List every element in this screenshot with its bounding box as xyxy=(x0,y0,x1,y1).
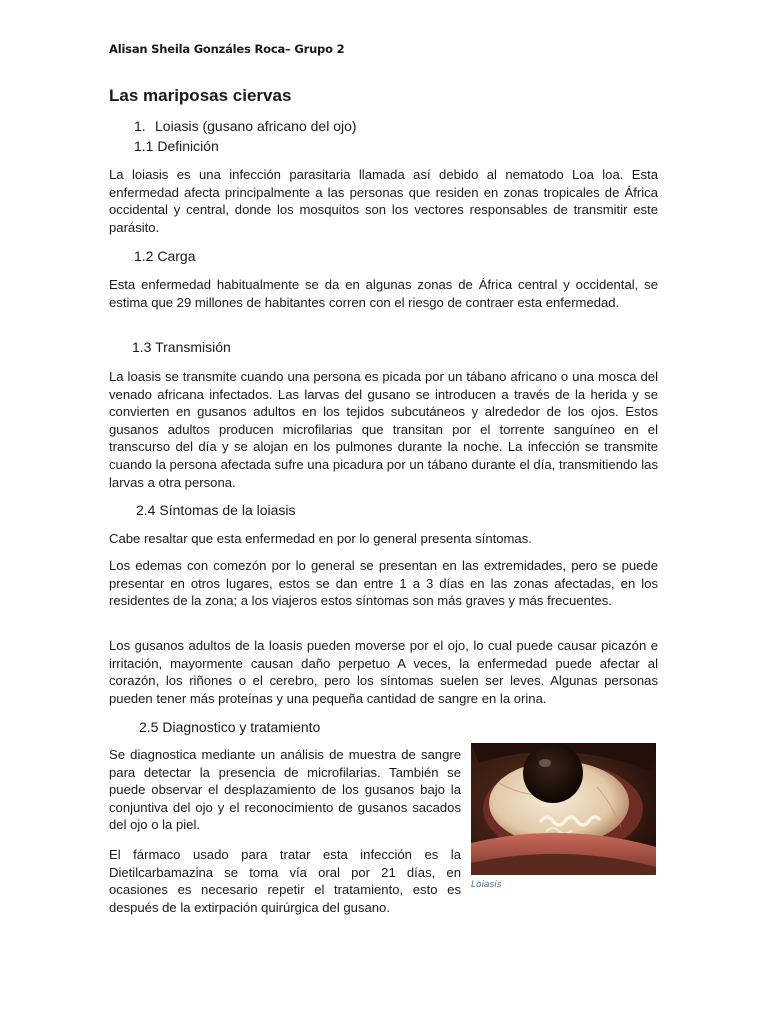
transmision-heading: 1.3 Transmisión xyxy=(132,339,231,355)
section-1-number: 1. xyxy=(134,118,146,134)
section-1-heading xyxy=(134,118,357,134)
definicion-heading: 1.1 Definición xyxy=(134,138,219,154)
carga-heading: 1.2 Carga xyxy=(134,248,196,264)
carga-paragraph: Esta enfermedad habitualmente se da en algunas zonas de África central y occidental, se estima que 29 millones de habitantes corren con el riesgo de contraer esta enfermedad. xyxy=(109,277,658,310)
diagnostico-paragraph-1: Se diagnostica mediante un análisis de muestra de sangre para detectar la presencia de microfilarias. También se puede observar el desplazamiento de los gusanos bajo la conjuntiva del ojo y el reconocimiento de gusanos sacados del ojo o la piel. xyxy=(109,747,461,833)
document-title: Las mariposas ciervas xyxy=(109,86,292,105)
diagnostico-paragraph-2: El fármaco usado para tratar esta infección es la Dietilcarbamazina se toma vía oral por 21 días, en ocasiones es necesario repetir el tratamiento, esto es después de la extirpación quirúrgica del gusano. xyxy=(109,847,461,915)
page-header: Alisan Sheila Gonzáles Roca– Grupo 2 xyxy=(109,42,345,56)
sintomas-paragraph-1: Cabe resaltar que esta enfermedad en por lo general presenta síntomas. xyxy=(109,531,532,546)
sintomas-paragraph-3: Los gusanos adultos de la loasis pueden moverse por el ojo, lo cual puede causar picazón e irritación, mayormente causan daño perpetuo A veces, la enfermedad puede afectar al corazón, los riñones o el cerebro, pero los síntomas suelen ser leves. Algunas personas pueden tener más proteínas y una pequeña cantidad de sangre en la orina. xyxy=(109,638,658,706)
sintomas-heading: 2.4 Síntomas de la loiasis xyxy=(136,502,296,518)
diagnostico-heading: 2.5 Diagnostico y tratamiento xyxy=(139,719,321,735)
transmision-paragraph: La loasis se transmite cuando una persona es picada por un tábano africano o una mosca del venado africana infectados. Las larvas del gusano se introducen a través de la herida y se convierten en gusanos adultos en los tejidos subcutáneos y alrededor de los ojos. Estos gusanos adultos producen microfilarias que transitan por el torrente sanguíneo en el transcurso del día y se alojan en los pulmones durante la noche. La infección se transmite cuando la persona afectada sufre una picadura por un tábano durante el día, transmitiendo las larvas a otra persona. xyxy=(109,369,658,490)
figure-caption: Loiasis xyxy=(471,880,502,890)
definicion-paragraph: La loiasis es una infección parasitaria llamada así debido al nematodo Loa loa. Esta enfermedad afecta principalmente a las personas que residen en zonas tropicales de África occidental y central, donde los mosquitos son los vectores responsables de transmitir este parásito. xyxy=(109,167,658,235)
sintomas-paragraph-2: Los edemas con comezón por lo general se presentan en las extremidades, pero se puede presentar en otros lugares, estos se dan entre 1 a 3 días en las zonas afectadas, en los residentes de la zona; a los viajeros estos síntomas son más graves y más frecuentes. xyxy=(109,558,658,609)
section-1-label: Loiasis (gusano africano del ojo) xyxy=(155,118,357,134)
loiasis-eye-photo xyxy=(471,743,656,875)
